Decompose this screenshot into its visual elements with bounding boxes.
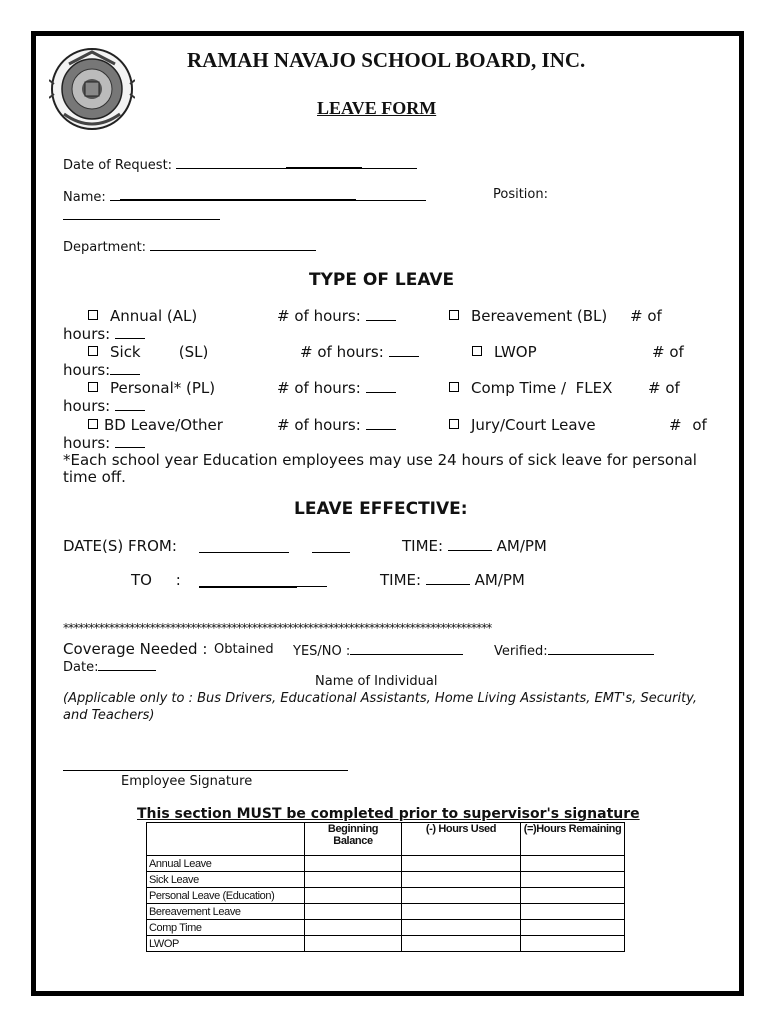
date-label: Date:: [63, 660, 99, 675]
organization-title: RAMAH NAVAJO SCHOOL BOARD, INC.: [187, 48, 586, 72]
bereavement-leave-checkbox[interactable]: [449, 310, 459, 320]
comp-time-hours-input[interactable]: [115, 398, 145, 411]
comp-time-checkbox[interactable]: [449, 382, 459, 392]
department-field[interactable]: [63, 238, 316, 255]
yes-no-input[interactable]: [350, 642, 463, 655]
date-to-input[interactable]: [199, 574, 297, 588]
time-to-ampm: AM/PM: [474, 571, 525, 589]
header-hours-remaining: (=)Hours Remaining: [521, 823, 625, 856]
leave-effective-heading: LEAVE EFFECTIVE:: [294, 499, 468, 519]
annual-leave-checkbox[interactable]: [88, 310, 98, 320]
bd-leave-option[interactable]: BD Leave/Other: [88, 416, 223, 434]
jury-court-leave-checkbox[interactable]: [449, 419, 459, 429]
dates-from-label: DATE(S) FROM:: [63, 537, 177, 555]
yes-no-label: YES/NO :: [293, 644, 351, 659]
position-input-line[interactable]: [63, 207, 220, 220]
balance-section-heading: This section MUST be completed prior to supervisor's signature: [137, 806, 640, 822]
date-from-extra-input[interactable]: [312, 540, 350, 553]
employee-signature-label: Employee Signature: [121, 774, 253, 789]
lwop-option[interactable]: LWOP: [472, 343, 537, 361]
name-field[interactable]: [63, 187, 426, 205]
header-beginning-balance: Beginning Balance: [305, 823, 402, 856]
table-header-row: [147, 823, 625, 856]
annual-hours-input[interactable]: [366, 308, 396, 321]
table-row: Comp Time: [147, 920, 625, 936]
jury-court-hours-input[interactable]: [115, 435, 145, 448]
personal-leave-checkbox[interactable]: [88, 382, 98, 392]
position-label: Position:: [493, 187, 548, 202]
table-row: Personal Leave (Education): [147, 888, 625, 904]
to-label: TO :: [131, 571, 181, 589]
comp-time-option[interactable]: Comp Time / FLEX: [449, 379, 612, 397]
bereavement-leave-option[interactable]: Bereavement (BL): [449, 307, 607, 325]
verified-label: Verified:: [494, 644, 548, 659]
name-label: Name:: [63, 190, 106, 205]
time-from-label: TIME:: [402, 537, 444, 555]
time-from-ampm: AM/PM: [496, 537, 547, 555]
bd-leave-checkbox[interactable]: [88, 419, 98, 429]
bd-leave-hours-input[interactable]: [366, 417, 396, 430]
date-input[interactable]: [98, 658, 156, 671]
annual-leave-option[interactable]: Annual (AL): [88, 307, 197, 325]
personal-leave-note: *Each school year Education employees may use 24 hours of sick leave for personal time off.: [63, 451, 697, 486]
jury-court-leave-option[interactable]: Jury/Court Leave: [449, 416, 596, 434]
verified-input[interactable]: [548, 642, 654, 655]
employee-signature-line[interactable]: [63, 758, 348, 771]
time-to-label: TIME:: [380, 571, 422, 589]
department-label: Department:: [63, 240, 147, 255]
lwop-hours-input[interactable]: [110, 362, 140, 375]
bereavement-hours-input[interactable]: [115, 326, 145, 339]
personal-leave-option[interactable]: Personal* (PL): [88, 379, 215, 397]
date-of-request-label: Date of Request:: [63, 158, 173, 173]
time-from-input[interactable]: [448, 538, 492, 551]
table-row: Bereavement Leave: [147, 904, 625, 920]
header-hours-used: (-) Hours Used: [402, 823, 521, 856]
sick-hours-input[interactable]: [389, 344, 419, 357]
header-cell-blank: [147, 823, 305, 856]
applicable-note: (Applicable only to : Bus Drivers, Educational Assistants, Home Living Assistants, EMT's, Security, and Teachers): [63, 691, 697, 723]
date-from-input[interactable]: [199, 540, 289, 553]
obtained-label: Obtained: [214, 642, 274, 657]
form-title: LEAVE FORM: [317, 98, 437, 118]
leave-balance-table: [146, 822, 625, 952]
table-row: Annual Leave: [147, 856, 625, 872]
table-row: Sick Leave: [147, 872, 625, 888]
name-of-individual-label: Name of Individual: [315, 674, 438, 689]
date-of-request-field[interactable]: [63, 155, 417, 173]
time-to-input[interactable]: [426, 572, 470, 585]
sick-leave-option[interactable]: Sick (SL): [88, 343, 208, 361]
table-row: LWOP: [147, 936, 625, 952]
lwop-checkbox[interactable]: [472, 346, 482, 356]
separator-stars: ************************************************************************************: [63, 621, 492, 635]
school-board-seal-logo: [49, 44, 135, 134]
type-of-leave-heading: TYPE OF LEAVE: [309, 270, 455, 290]
sick-leave-checkbox[interactable]: [88, 346, 98, 356]
personal-hours-input[interactable]: [366, 380, 396, 393]
coverage-needed-label: Coverage Needed :: [63, 640, 208, 658]
